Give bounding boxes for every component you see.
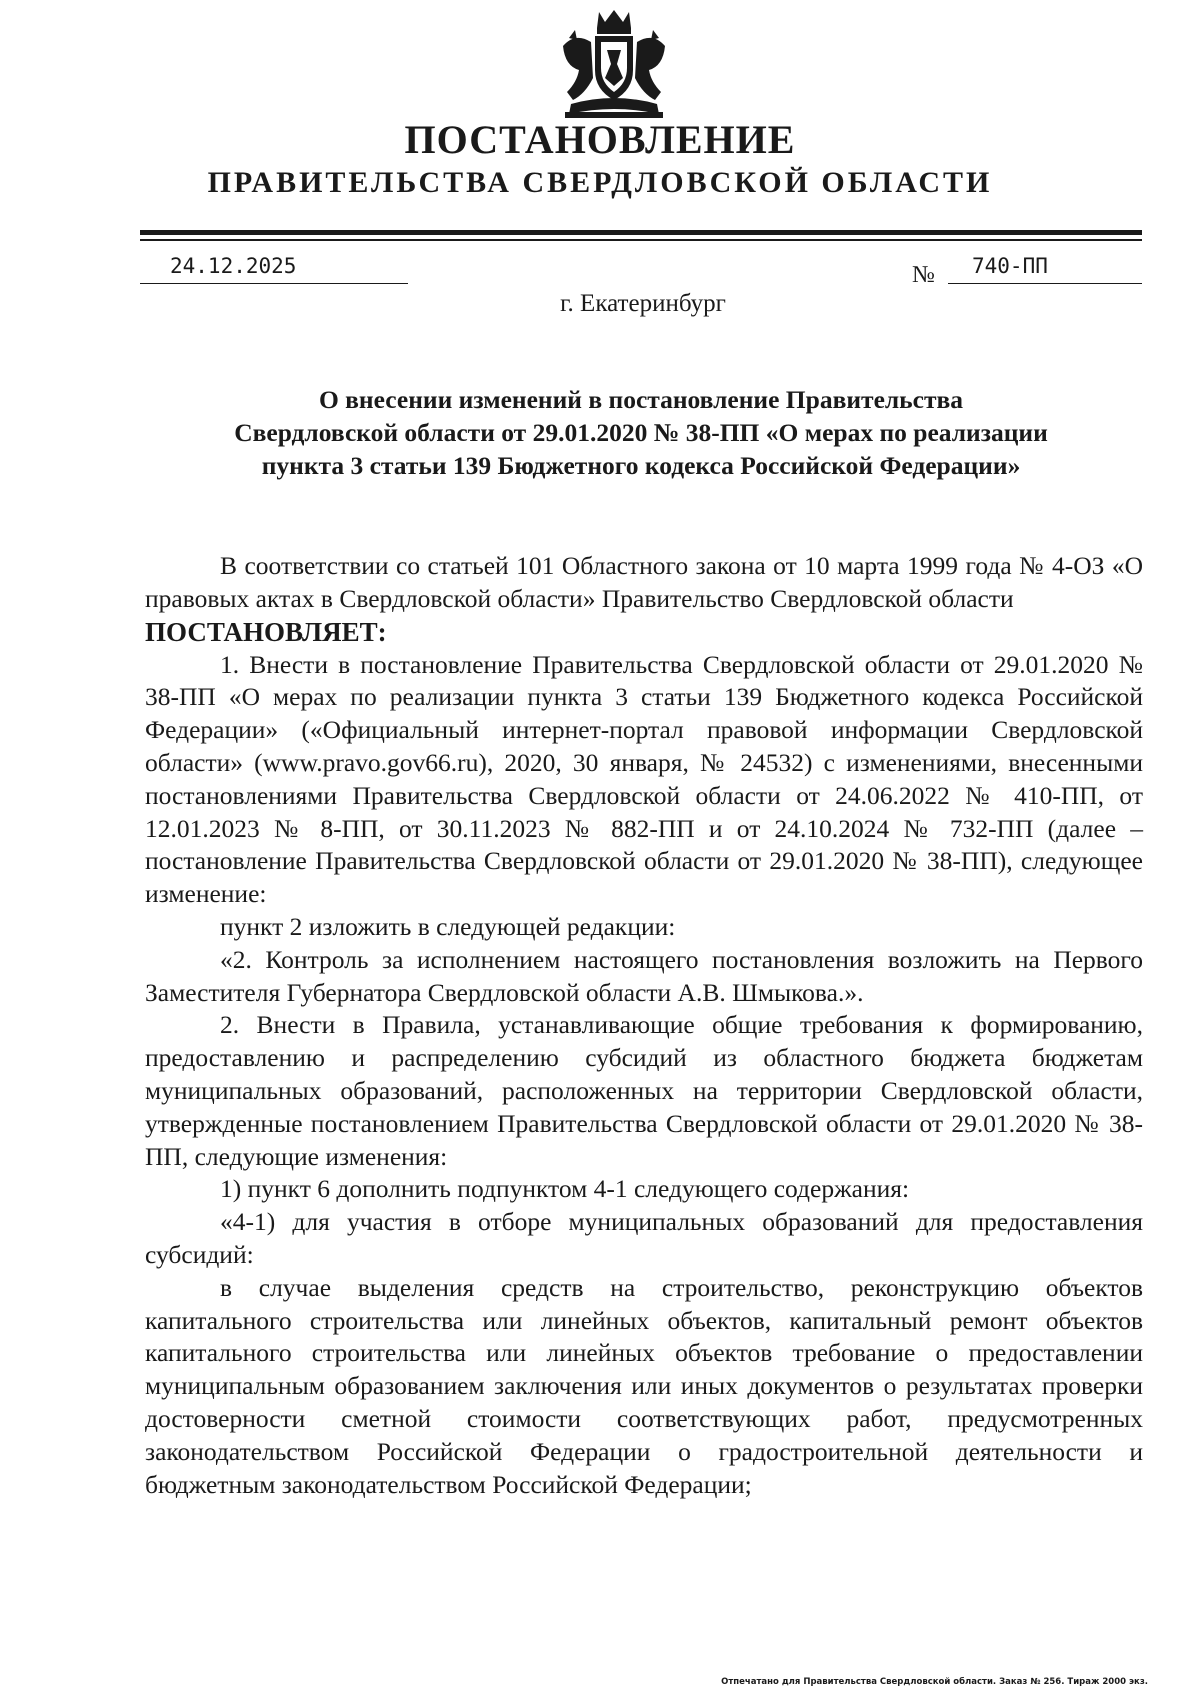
issuing-authority: ПРАВИТЕЛЬСТВА СВЕРДЛОВСКОЙ ОБЛАСТИ bbox=[207, 166, 993, 199]
header-divider-thin bbox=[140, 239, 1142, 241]
body-paragraph: «4-1) для участия в отборе муниципальных образований для предоставления субсидий: bbox=[145, 1207, 1143, 1269]
issue-city: г. Екатеринбург bbox=[560, 290, 726, 317]
body-paragraph: 2. Внести в Правила, устанавливающие общие требования к формированию, предоставлению и распределению субсидий из областного бюджета бюджетам муниципальных образований, расположенных на территории Свердловской области, утвержденные постановлением Правительства Свердловской области от 29.01.2020 № 38-ПП, следующие изменения: bbox=[145, 1010, 1143, 1171]
document-date: 24.12.2025 bbox=[140, 250, 408, 284]
body-paragraph: 1) пункт 6 дополнить подпунктом 4-1 следующего содержания: bbox=[220, 1174, 910, 1204]
coat-of-arms-icon bbox=[555, 8, 673, 120]
resolves-heading: ПОСТАНОВЛЯЕТ: bbox=[145, 616, 387, 647]
body-paragraph: пункт 2 изложить в следующей редакции: bbox=[220, 911, 676, 941]
document-subject bbox=[140, 383, 1142, 482]
preamble-paragraph: В соответствии со статьей 101 Областного закона от 10 марта 1999 года № 4-ОЗ «О правовых актах в Свердловской области» Правительство Свердловской области bbox=[145, 551, 1143, 613]
body-paragraph: «2. Контроль за исполнением настоящего постановления возложить на Первого Заместителя Губернатора Свердловской области А.В. Шмыкова.». bbox=[145, 944, 1143, 1007]
number-sign: № bbox=[912, 262, 935, 288]
document-body bbox=[145, 550, 1143, 1501]
document-title: ПОСТАНОВЛЕНИЕ bbox=[404, 117, 796, 162]
print-footer: Отпечатано для Правительства Свердловской области. Заказ № 256. Тираж 2000 экз. bbox=[721, 1677, 1148, 1687]
subject-line: пункта 3 статьи 139 Бюджетного кодекса Российской Федерации» bbox=[261, 451, 1021, 480]
body-paragraph: в случае выделения средств на строительство, реконструкцию объектов капитального строительства или линейных объектов, капитальный ремонт объектов капитального строительства или линейных объектов требование о предоставлении муниципальным образованием заключения или иных документов о результатах проверки достоверности сметной стоимости соответствующих работ, предусмотренных законодательством Российской Федерации о градостроительной деятельности и бюджетным законодательством Российской Федерации; bbox=[145, 1272, 1143, 1499]
subject-line: Свердловской области от 29.01.2020 № 38-ПП «О мерах по реализации bbox=[234, 418, 1048, 447]
header-divider-thick bbox=[140, 230, 1142, 235]
subject-line: О внесении изменений в постановление Правительства bbox=[318, 385, 964, 414]
body-paragraph: 1. Внести в постановление Правительства Свердловской области от 29.01.2020 № 38-ПП «О мерах по реализации пункта 3 статьи 139 Бюджетного кодекса Российской Федерации» («Официальный интернет-портал правовой информации Свердловской области» (www.pravo.gov66.ru), 2020, 30 января, № 24532) с изменениями, внесенными постановлениями Правительства Свердловской области от 24.06.2022 № 410-ПП, от 12.01.2023 № 8-ПП, от 30.11.2023 № 882-ПП и от 24.10.2024 № 732-ПП (далее – постановление Правительства Свердловской области от 29.01.2020 № 38-ПП), следующее изменение: bbox=[145, 649, 1143, 909]
document-number: 740-ПП bbox=[948, 250, 1142, 284]
